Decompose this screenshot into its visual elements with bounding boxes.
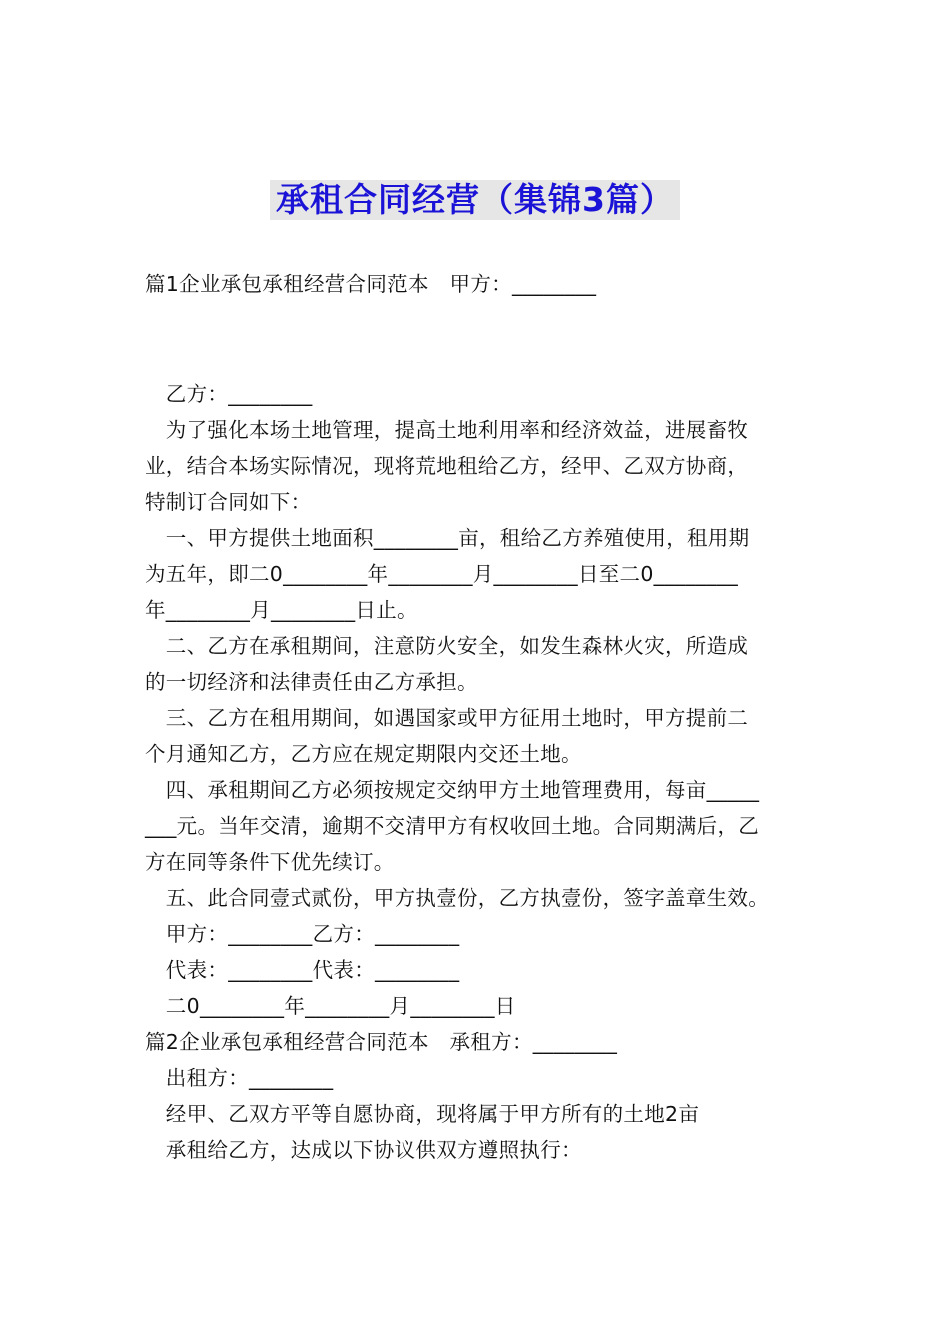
title-container xyxy=(0,180,950,220)
text-line: 出租方：________ xyxy=(145,1066,334,1090)
text-line: 篇1企业承包承租经营合同范本 甲方：________ xyxy=(145,272,597,296)
text-line: 甲方：________乙方：________ xyxy=(145,922,460,946)
text-line: 的一切经济和法律责任由乙方承担。 xyxy=(145,670,478,694)
document-title: 承租合同经营（集锦3篇） xyxy=(270,180,680,220)
text-line: 四、承租期间乙方必须按规定交纳甲方土地管理费用，每亩_____ xyxy=(145,778,760,802)
text-line: ___元。当年交清，逾期不交清甲方有权收回土地。合同期满后，乙 xyxy=(145,814,760,838)
text-line: 五、此合同壹式贰份，甲方执壹份，乙方执壹份，签字盖章生效。 xyxy=(145,886,769,910)
text-line: 一、甲方提供土地面积________亩，租给乙方养殖使用，租用期 xyxy=(145,526,750,550)
text-line: 三、乙方在租用期间，如遇国家或甲方征用土地时，甲方提前二 xyxy=(145,706,749,730)
text-line: 二、乙方在承租期间，注意防火安全，如发生森林火灾，所造成 xyxy=(145,634,749,658)
text-line: 方在同等条件下优先续订。 xyxy=(145,850,395,874)
section-1-header xyxy=(145,266,815,302)
text-line: 业，结合本场实际情况，现将荒地租给乙方，经甲、乙双方协商， xyxy=(145,454,749,478)
text-line: 经甲、乙双方平等自愿协商，现将属于甲方所有的土地2亩 xyxy=(145,1102,700,1126)
text-line: 代表：________代表：________ xyxy=(145,958,460,982)
text-line: 为五年，即二0________年________月________日至二0________ xyxy=(145,562,739,586)
document-body xyxy=(145,376,815,1168)
text-line: 为了强化本场土地管理，提高土地利用率和经济效益，进展畜牧 xyxy=(145,418,749,442)
text-line: 个月通知乙方，乙方应在规定期限内交还土地。 xyxy=(145,742,582,766)
text-line: 特制订合同如下： xyxy=(145,490,312,514)
text-line: 二0________年________月________日 xyxy=(145,994,516,1018)
text-line: 乙方：________ xyxy=(145,382,313,406)
text-line: 篇2企业承包承租经营合同范本 承租方：________ xyxy=(145,1030,618,1054)
text-line: 年________月________日止。 xyxy=(145,598,418,622)
text-line: 承租给乙方，达成以下协议供双方遵照执行： xyxy=(145,1138,582,1162)
